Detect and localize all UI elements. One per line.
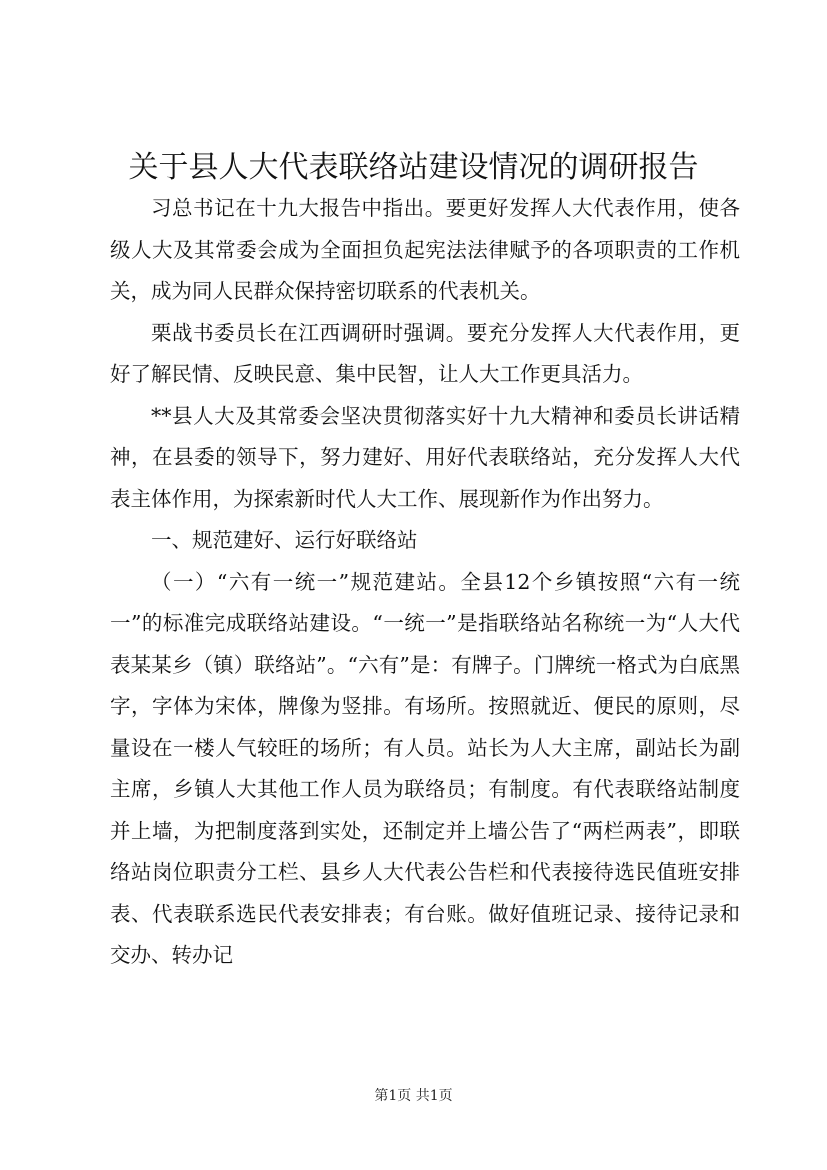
document-title: 关于县人大代表联络站建设情况的调研报告 bbox=[128, 150, 699, 185]
document-body bbox=[110, 188, 740, 977]
paragraph-3: **县人大及其常委会坚决贯彻落实好十九大精神和委员长讲话精神，在县委的领导下，努力建好、用好代表联络站，充分发挥人大代表主体作用，为探索新时代人大工作、展现新作为作出努力。 bbox=[110, 403, 740, 511]
paragraph-2: 栗战书委员长在江西调研时强调。要充分发挥人大代表作用，更好了解民情、反映民意、集中民智，让人大工作更具活力。 bbox=[110, 320, 740, 386]
page-footer: 第1页 共1页 bbox=[374, 1088, 453, 1104]
paragraph-1: 习总书记在十九大报告中指出。要更好发挥人大代表作用，使各级人大及其常委会成为全面担负起宪法法律赋予的各项职责的工作机关，成为同人民群众保持密切联系的代表机关。 bbox=[110, 196, 740, 303]
paragraph-4: （一）“六有一统一”规范建站。全县12个乡镇按照“六有一统一”的标准完成联络站建设。“一统一”是指联络站名称统一为“人大代表某某乡（镇）联络站”。“六有”是：有牌子。门牌统一格式为白底黑字，字体为宋体，牌像为竖排。有场所。按照就近、便民的原则，尽量设在一楼人气较旺的场所；有人员。站长为人大主席，副站长为副主席，乡镇人大其他工作人员为联络员；有制度。有代表联络站制度并上墙，为把制度落到实处，还制定并上墙公告了“两栏两表”，即联络站岗位职责分工栏、县乡人大代表公告栏和代表接待选民值班安排表、代表联系选民代表安排表；有台账。做好值班记录、接待记录和交办、转办记 bbox=[110, 569, 740, 967]
section-heading-1: 一、规范建好、运行好联络站 bbox=[151, 528, 418, 552]
